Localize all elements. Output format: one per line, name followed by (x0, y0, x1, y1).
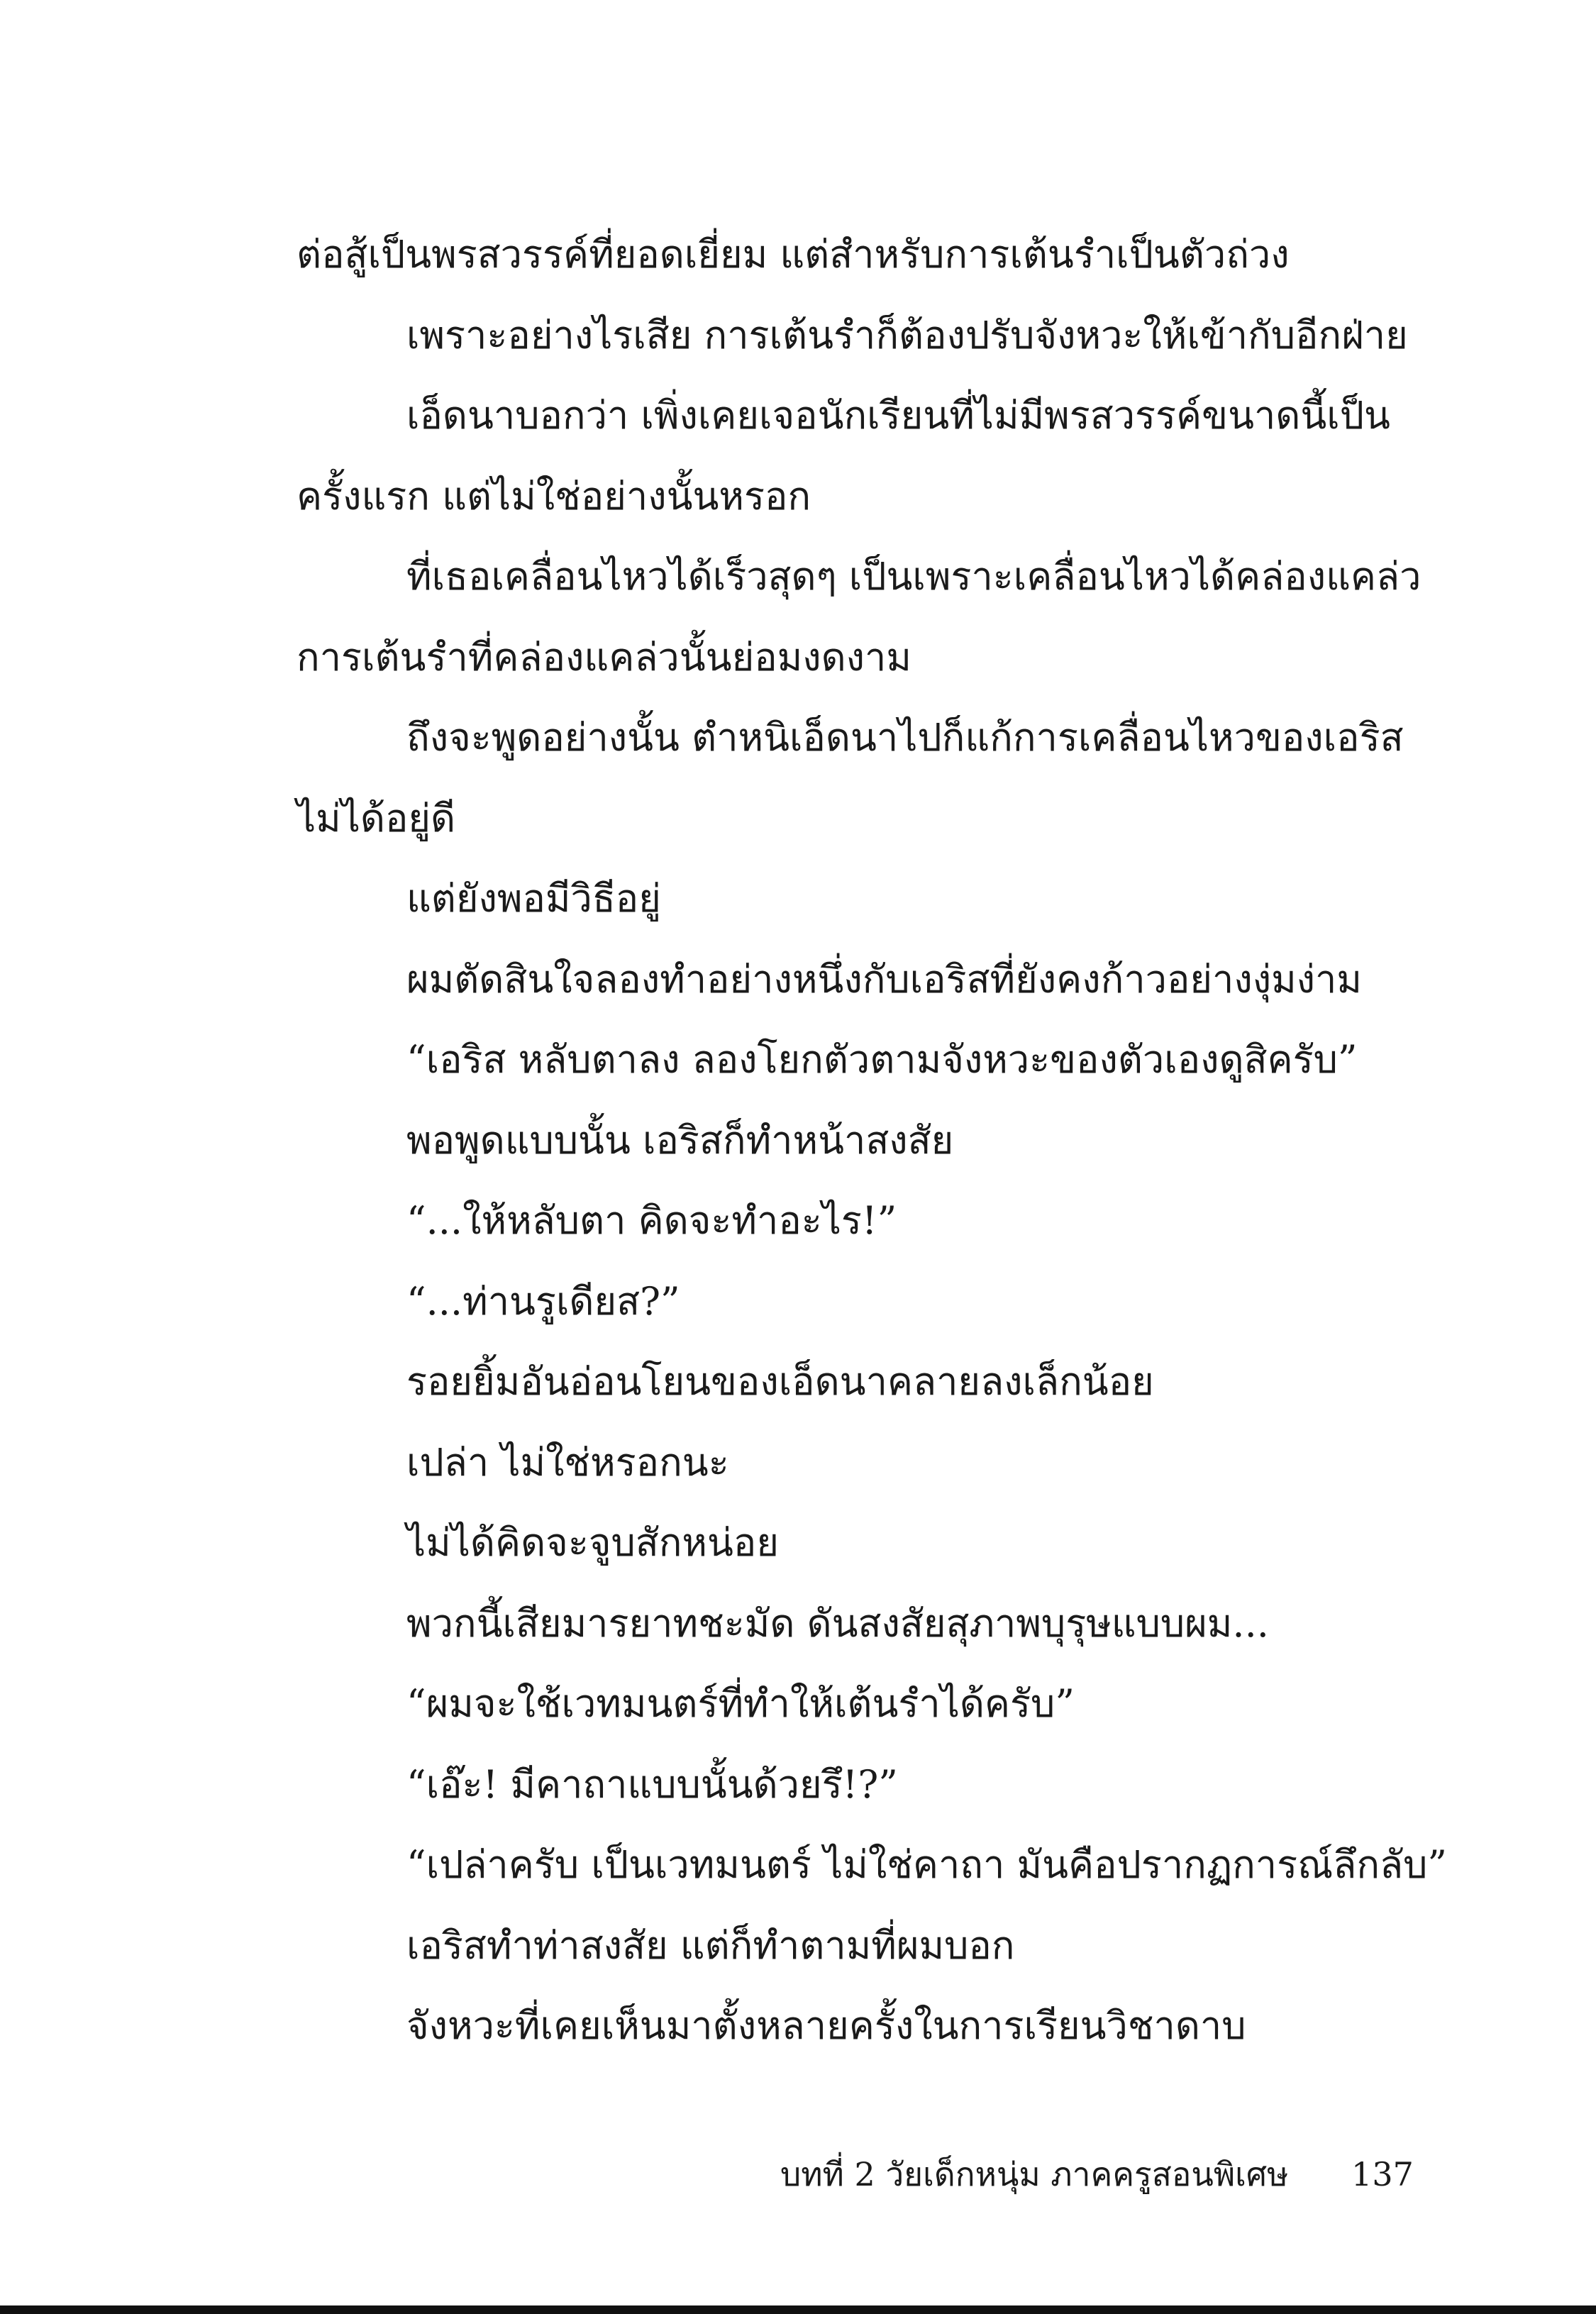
text-line: รอยยิ้มอันอ่อนโยนของเอ็ดนาคลายลงเล็กน้อย (406, 1359, 1154, 1404)
text-line: “เอริส หลับตาลง ลองโยกตัวตามจังหวะของตัวเองดูสิครับ” (406, 1037, 1358, 1082)
text-line: ต่อสู้เป็นพรสวรรค์ที่ยอดเยี่ยม แต่สำหรับการเต้นรำเป็นตัวถ่วง (297, 232, 1290, 277)
text-line: “...ท่านรูเดียส?” (406, 1278, 680, 1324)
text-line: เอ็ดนาบอกว่า เพิ่งเคยเจอนักเรียนที่ไม่มีพรสวรรค์ขนาดนี้เป็น (406, 393, 1390, 438)
text-line: “เอ๊ะ! มีคาถาแบบนั้นด้วยรึ!?” (406, 1761, 898, 1807)
bottom-border (0, 2305, 1596, 2314)
text-line: ครั้งแรก แต่ไม่ใช่อย่างนั้นหรอก (297, 473, 811, 519)
text-line: “...ให้หลับตา คิดจะทำอะไร!” (406, 1198, 897, 1243)
text-line: ไม่ได้คิดจะจูบสักหน่อย (406, 1520, 779, 1565)
text-line: พวกนี้เสียมารยาทชะมัด ดันสงสัยสุภาพบุรุษแบบผม... (406, 1600, 1269, 1646)
text-line: “ผมจะใช้เวทมนตร์ที่ทำให้เต้นรำได้ครับ” (406, 1681, 1075, 1726)
text-line: ที่เธอเคลื่อนไหวได้เร็วสุดๆ เป็นเพราะเคลื่อนไหวได้คล่องแคล่ว (406, 554, 1422, 599)
text-line: ผมตัดสินใจลองทำอย่างหนึ่งกับเอริสที่ยังคงก้าวอย่างงุ่มง่าม (406, 956, 1362, 1002)
text-line: พอพูดแบบนั้น เอริสก็ทำหน้าสงสัย (406, 1117, 954, 1163)
text-line: “เปล่าครับ เป็นเวทมนตร์ ไม่ใช่คาถา มันคือปรากฏการณ์ลึกลับ” (406, 1842, 1447, 1887)
body-text (297, 214, 1447, 2066)
text-line: จังหวะที่เคยเห็นมาตั้งหลายครั้งในการเรียนวิชาดาบ (406, 2003, 1246, 2048)
text-line: แต่ยังพอมีวิธีอยู่ (406, 876, 661, 921)
text-line: เพราะอย่างไรเสีย การเต้นรำก็ต้องปรับจังหวะให้เข้ากับอีกฝ่าย (406, 312, 1408, 358)
text-line: การเต้นรำที่คล่องแคล่วนั้นย่อมงดงาม (297, 634, 911, 680)
text-line: เอริสทำท่าสงสัย แต่ก็ทำตามที่ผมบอก (406, 1922, 1015, 1968)
text-line: เปล่า ไม่ใช่หรอกนะ (406, 1439, 729, 1485)
page-number: 137 (1351, 2155, 1414, 2193)
page-footer (780, 2142, 1414, 2206)
text-line: ไม่ได้อยู่ดี (297, 795, 456, 841)
text-line: ถึงจะพูดอย่างนั้น ตำหนิเอ็ดนาไปก็แก้การเคลื่อนไหวของเอริส (406, 715, 1404, 760)
chapter-title: บทที่ 2 วัยเด็กหนุ่ม ภาคครูสอนพิเศษ (780, 2155, 1289, 2193)
